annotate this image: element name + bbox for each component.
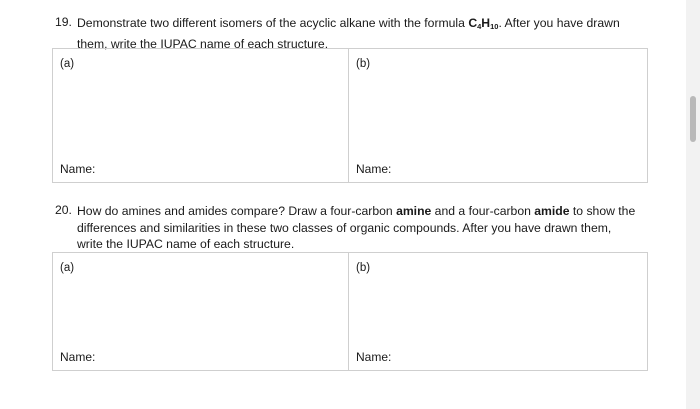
keyword-amide: amide: [534, 204, 570, 218]
question-20-line1-end: to show the: [569, 204, 636, 218]
question-19-answer-a[interactable]: [53, 49, 349, 182]
question-20-answer-a[interactable]: [53, 253, 349, 370]
question-19-line1-start: Demonstrate two different isomers of the acyclic alkane with the formula: [77, 16, 469, 30]
question-19-answer-b[interactable]: [349, 49, 647, 182]
question-20-number: 20.: [55, 203, 72, 217]
answer-b-label: (b): [356, 58, 371, 70]
question-20-answer-table: [52, 252, 648, 371]
name-label-b: Name:: [356, 350, 392, 364]
question-20-line1-start: How do amines and amides compare? Draw a four-carbon: [77, 204, 397, 218]
question-19-number: 19.: [55, 15, 72, 29]
scrollbar-thumb[interactable]: [690, 96, 696, 142]
vertical-scrollbar[interactable]: [686, 0, 700, 409]
question-19-text: [77, 15, 667, 52]
name-label-a: Name:: [60, 162, 96, 176]
question-20-text: [77, 203, 667, 253]
question-20-line2: differences and similarities in these two classes of organic compounds. After you have drawn them,: [77, 220, 612, 235]
formula-h-subscript: 10: [490, 22, 499, 31]
question-19-answer-table: [52, 48, 648, 183]
question-20-answer-b[interactable]: [349, 253, 647, 370]
keyword-amine: amine: [396, 204, 432, 218]
question-20-line3: write the IUPAC name of each structure.: [77, 237, 295, 251]
answer-a-label: (a): [60, 262, 75, 274]
question-19-line2: them, write the IUPAC name of each structure.: [77, 36, 329, 51]
formula-c-subscript: 4: [477, 22, 482, 31]
formula-h: H: [481, 16, 491, 30]
name-label-a: Name:: [60, 350, 96, 364]
question-20-line1-mid: and a four-carbon: [431, 204, 535, 218]
question-19-line1-end: . After you have drawn: [498, 16, 620, 30]
answer-b-label: (b): [356, 262, 371, 274]
answer-a-label: (a): [60, 58, 75, 70]
formula-c: C: [468, 16, 478, 30]
name-label-b: Name:: [356, 162, 392, 176]
